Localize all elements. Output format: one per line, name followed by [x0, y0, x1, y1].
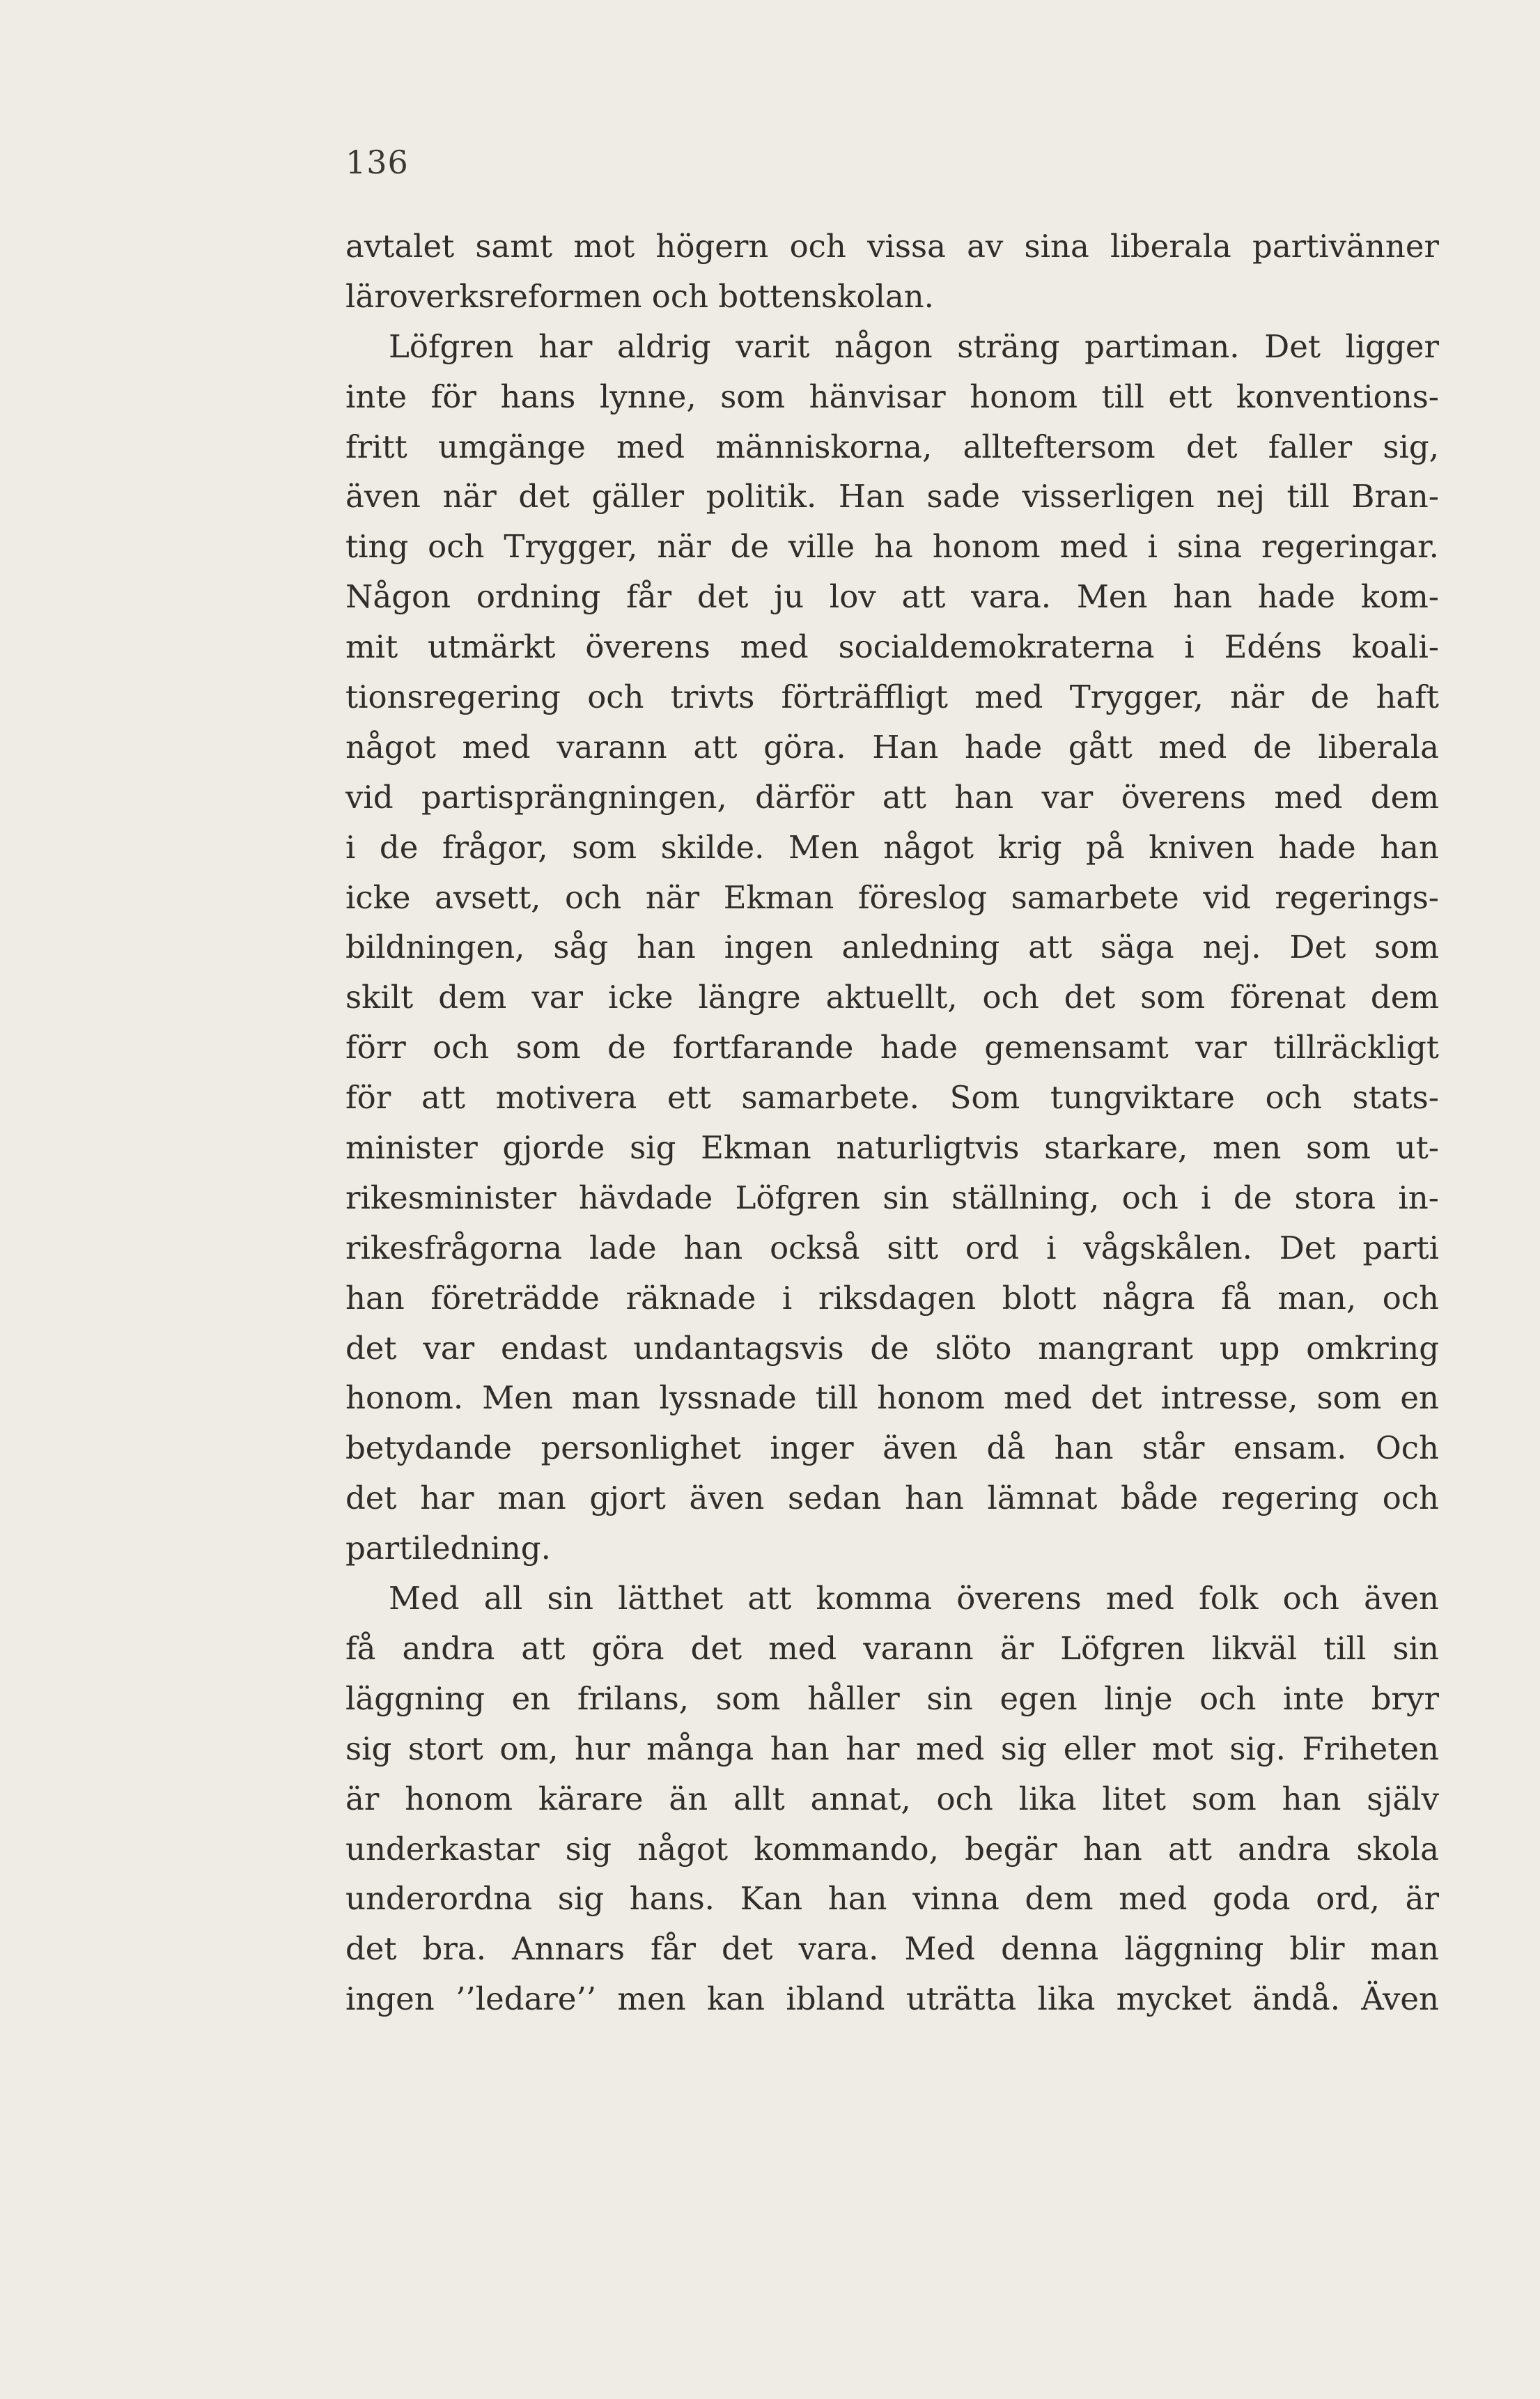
text-line-23: det var endast undantagsvis de slöto mangrant upp omkring — [345, 1329, 1439, 1367]
text-line-18: för att motivera ett samarbete. Som tungviktare och stats- — [345, 1079, 1439, 1117]
text-line-19: minister gjorde sig Ekman naturligtvis starkare, men som ut- — [345, 1129, 1439, 1167]
text-line-31: sig stort om, hur många han har med sig eller mot sig. Friheten — [345, 1730, 1439, 1767]
text-line-2: läroverksreformen och bottenskolan. — [345, 277, 934, 315]
body-text — [345, 222, 1439, 2024]
text-line-5: fritt umgänge med människorna, allteftersom det faller sig, — [345, 428, 1439, 465]
text-line-9: mit utmärkt överens med socialdemokraterna i Edéns koali- — [345, 628, 1439, 666]
text-line-27: partiledning. — [345, 1530, 551, 1567]
text-line-30: läggning en frilans, som håller sin egen linje och inte bryr — [345, 1679, 1439, 1717]
text-line-34: underordna sig hans. Kan han vinna dem med goda ord, är — [345, 1880, 1439, 1918]
text-line-11: något med varann att göra. Han hade gått med de liberala — [345, 728, 1439, 766]
text-line-13: i de frågor, som skilde. Men något krig på kniven hade han — [345, 828, 1439, 866]
text-line-4: inte för hans lynne, som hänvisar honom till ett konventions- — [345, 378, 1439, 415]
text-line-28: Med all sin lätthet att komma överens med folk och även — [389, 1580, 1439, 1617]
text-line-29: få andra att göra det med varann är Löfgren likväl till sin — [345, 1629, 1439, 1667]
text-line-35: det bra. Annars får det vara. Med denna läggning blir man — [345, 1930, 1439, 1968]
text-line-24: honom. Men man lyssnade till honom med det intresse, som en — [345, 1379, 1439, 1417]
text-line-3: Löfgren har aldrig varit någon sträng partiman. Det ligger — [389, 327, 1439, 365]
text-line-26: det har man gjort även sedan han lämnat både regering och — [345, 1480, 1439, 1517]
text-line-36: ingen ’’ledare’’ men kan ibland uträtta lika mycket ändå. Även — [345, 1980, 1439, 2018]
text-line-14: icke avsett, och när Ekman föreslog samarbete vid regerings- — [345, 878, 1439, 916]
text-line-17: förr och som de fortfarande hade gemensamt var tillräckligt — [345, 1029, 1439, 1066]
text-line-33: underkastar sig något kommando, begär han att andra skola — [345, 1830, 1439, 1868]
text-line-1: avtalet samt mot högern och vissa av sina liberala partivänner — [345, 228, 1439, 265]
text-line-25: betydande personlighet inger även då han står ensam. Och — [345, 1429, 1439, 1467]
text-line-20: rikesminister hävdade Löfgren sin ställning, och i de stora in- — [345, 1179, 1439, 1216]
text-line-6: även när det gäller politik. Han sade visserligen nej till Bran- — [345, 478, 1439, 515]
text-line-8: Någon ordning får det ju lov att vara. Men han hade kom- — [345, 578, 1439, 616]
text-line-21: rikesfrågorna lade han också sitt ord i vågskålen. Det parti — [345, 1229, 1439, 1266]
text-line-15: bildningen, såg han ingen anledning att säga nej. Det som — [345, 929, 1439, 966]
text-line-16: skilt dem var icke längre aktuellt, och det som förenat dem — [345, 979, 1439, 1016]
text-line-22: han företrädde räknade i riksdagen blott några få man, och — [345, 1279, 1439, 1317]
text-line-12: vid partisprängningen, därför att han var överens med dem — [345, 778, 1439, 816]
page-number: 136 — [345, 143, 409, 181]
text-line-7: ting och Trygger, när de ville ha honom med i sina regeringar. — [345, 528, 1439, 566]
text-line-32: är honom kärare än allt annat, och lika litet som han själv — [345, 1780, 1439, 1817]
text-line-10: tionsregering och trivts förträffligt med Trygger, när de haft — [345, 678, 1439, 716]
